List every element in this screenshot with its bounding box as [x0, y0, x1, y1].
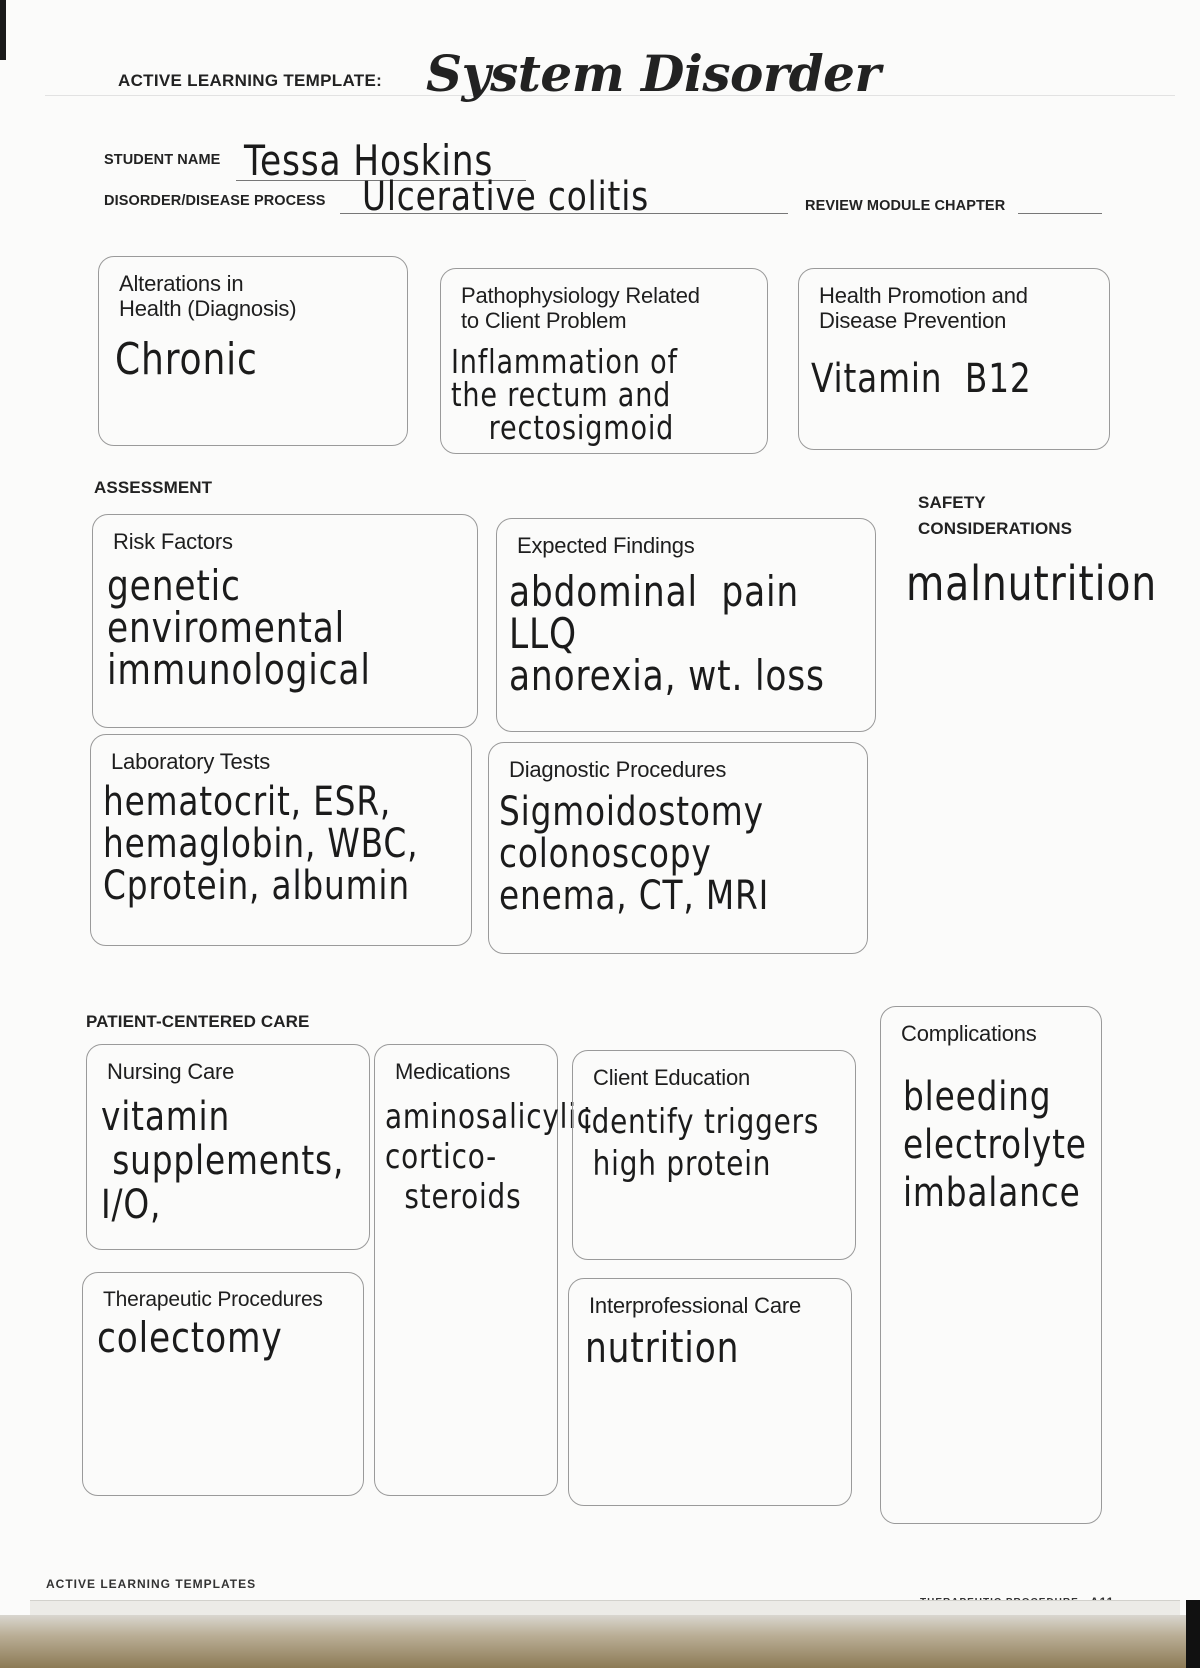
pathophysiology-box[interactable]: [440, 268, 768, 454]
template-title: System Disorder: [426, 44, 881, 103]
interprofessional-care-title: Interprofessional Care: [589, 1293, 802, 1318]
template-label: ACTIVE LEARNING TEMPLATE:: [118, 71, 383, 90]
therapeutic-procedures-value[interactable]: colectomy: [97, 1313, 283, 1362]
nursing-care-value[interactable]: vitamin supplements, I/O,: [101, 1094, 345, 1228]
risk-factors-title: Risk Factors: [113, 529, 233, 554]
expected-findings-value[interactable]: abdominal pain LLQ anorexia, wt. loss: [509, 567, 825, 700]
complications-value[interactable]: bleeding electrolyte imbalance: [903, 1074, 1087, 1216]
scan-background-strip: [0, 1615, 1200, 1668]
health-promotion-title: Health Promotion and Disease Prevention: [819, 283, 1028, 333]
risk-factors-box[interactable]: [92, 514, 478, 728]
medications-title: Medications: [395, 1059, 511, 1084]
client-education-title: Client Education: [593, 1065, 751, 1090]
medications-box[interactable]: [374, 1044, 593, 1496]
pathophysiology-value[interactable]: Inflammation of the rectum and rectosigmoid: [451, 342, 678, 447]
scan-edge-right: [1186, 1600, 1200, 1668]
review-chapter-label: REVIEW MODULE CHAPTER: [805, 198, 1006, 214]
student-name-label: STUDENT NAME: [104, 152, 221, 168]
student-name-value[interactable]: Tessa Hoskins: [244, 136, 494, 185]
medications-value[interactable]: aminosalicylic cortico- steroids: [385, 1097, 593, 1217]
diagnostic-procedures-value[interactable]: Sigmoidostomy colonoscopy enema, CT, MRI: [499, 789, 770, 919]
laboratory-tests-title: Laboratory Tests: [111, 749, 271, 774]
review-chapter-line[interactable]: [1018, 213, 1102, 214]
health-promotion-value[interactable]: Vitamin B12: [811, 356, 1032, 402]
health-promotion-box[interactable]: [798, 268, 1110, 450]
diagnostic-procedures-box[interactable]: [488, 742, 868, 954]
alterations-title: Alterations in Health (Diagnosis): [119, 271, 297, 321]
interprofessional-care-value[interactable]: nutrition: [585, 1323, 740, 1372]
scan-edge-left: [0, 0, 6, 60]
safety-considerations-value[interactable]: malnutrition: [906, 556, 1158, 612]
alterations-value[interactable]: Chronic: [115, 334, 258, 385]
client-education-value[interactable]: identify triggers high protein: [583, 1102, 820, 1184]
laboratory-tests-box[interactable]: [90, 734, 472, 946]
pathophysiology-title: Pathophysiology Related to Client Problem: [461, 283, 700, 333]
safety-considerations-label: SAFETY CONSIDERATIONS: [918, 493, 1073, 538]
disorder-label: DISORDER/DISEASE PROCESS: [104, 193, 326, 209]
nursing-care-box[interactable]: [86, 1044, 370, 1250]
risk-factors-value[interactable]: genetic enviromental immunological: [107, 561, 371, 694]
patient-care-section-label: PATIENT-CENTERED CARE: [86, 1012, 310, 1031]
complications-box[interactable]: [880, 1006, 1102, 1524]
therapeutic-procedures-box[interactable]: [82, 1272, 364, 1496]
disorder-value[interactable]: Ulcerative colitis: [362, 174, 650, 220]
footer-left-text: ACTIVE LEARNING TEMPLATES: [46, 1577, 257, 1591]
client-education-box[interactable]: [572, 1050, 856, 1260]
therapeutic-procedures-title: Therapeutic Procedures: [103, 1288, 323, 1311]
interprofessional-care-box[interactable]: [568, 1278, 852, 1506]
expected-findings-box[interactable]: [496, 518, 876, 732]
assessment-section-label: ASSESSMENT: [94, 478, 213, 497]
diagnostic-procedures-title: Diagnostic Procedures: [509, 757, 727, 782]
complications-title: Complications: [901, 1021, 1037, 1046]
expected-findings-title: Expected Findings: [517, 533, 695, 558]
nursing-care-title: Nursing Care: [107, 1059, 235, 1084]
alterations-box[interactable]: [98, 256, 408, 446]
laboratory-tests-value[interactable]: hematocrit, ESR, hemaglobin, WBC, Cprotein, albumin: [103, 779, 419, 909]
